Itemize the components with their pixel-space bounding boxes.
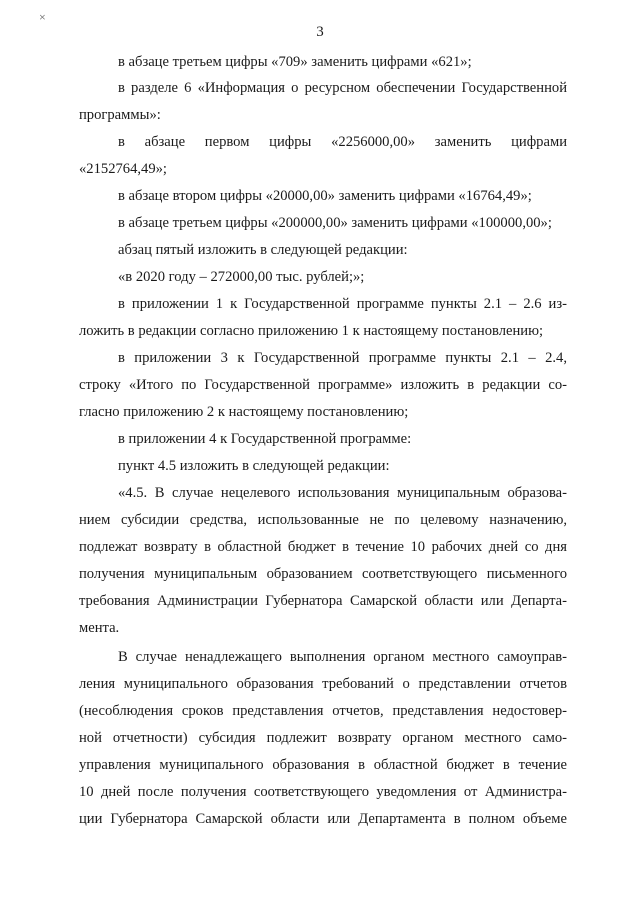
text-line: в приложении 1 к Государственной программе пункты 2.1 – 2.6 из- xyxy=(118,296,567,312)
text-line: «в 2020 году – 272000,00 тыс. рублей;»; xyxy=(118,269,365,285)
text-line: программы»: xyxy=(79,107,161,123)
text-line: получения муниципальным образованием соответствующего письменного xyxy=(79,566,567,582)
text-line: ции Губернатора Самарской области или Департамента в полном объеме xyxy=(79,811,567,827)
text-line: нием субсидии средства, использованные не по целевому назначению, xyxy=(79,512,567,528)
text-line: гласно приложению 2 к настоящему постановлению; xyxy=(79,404,409,420)
text-line: ной отчетности) субсидия подлежит возврату органом местного само- xyxy=(79,730,567,746)
text-line: ложить в редакции согласно приложению 1 к настоящему постановлению; xyxy=(79,323,544,339)
text-line: ления муниципального образования требований о представлении отчетов xyxy=(79,676,567,692)
corner-mark: × xyxy=(39,10,46,24)
text-line: в приложении 3 к Государственной программе пункты 2.1 – 2.4, xyxy=(118,350,567,366)
text-line: В случае ненадлежащего выполнения органом местного самоуправ- xyxy=(118,649,567,665)
text-line: в абзаце третьем цифры «200000,00» заменить цифрами «100000,00»; xyxy=(118,215,552,231)
text-line: в приложении 4 к Государственной программе: xyxy=(118,431,412,447)
text-line: «4.5. В случае нецелевого использования муниципальным образова- xyxy=(118,485,567,501)
page-number: 3 xyxy=(316,24,324,40)
text-line: подлежат возврату в областной бюджет в течение 10 рабочих дней со дня xyxy=(79,539,567,555)
text-line: управления муниципального образования в областной бюджет в течение xyxy=(79,757,567,773)
text-line: мента. xyxy=(79,620,120,636)
text-line: 10 дней после получения соответствующего уведомления от Администра- xyxy=(79,784,567,800)
text-line: в абзаце первом цифры «2256000,00» заменить цифрами xyxy=(118,134,567,150)
text-line: в абзаце втором цифры «20000,00» заменить цифрами «16764,49»; xyxy=(118,188,532,204)
text-line: (несоблюдения сроков представления отчетов, представления недостовер- xyxy=(79,703,567,719)
text-line: в разделе 6 «Информация о ресурсном обеспечении Государственной xyxy=(118,80,567,96)
text-line: абзац пятый изложить в следующей редакции: xyxy=(118,242,408,258)
text-line: в абзаце третьем цифры «709» заменить цифрами «621»; xyxy=(118,54,472,70)
text-line: «2152764,49»; xyxy=(79,161,167,177)
text-line: пункт 4.5 изложить в следующей редакции: xyxy=(118,458,390,474)
text-line: требования Администрации Губернатора Самарской области или Департа- xyxy=(79,593,567,609)
text-line: строку «Итого по Государственной программе» изложить в редакции со- xyxy=(79,377,567,393)
